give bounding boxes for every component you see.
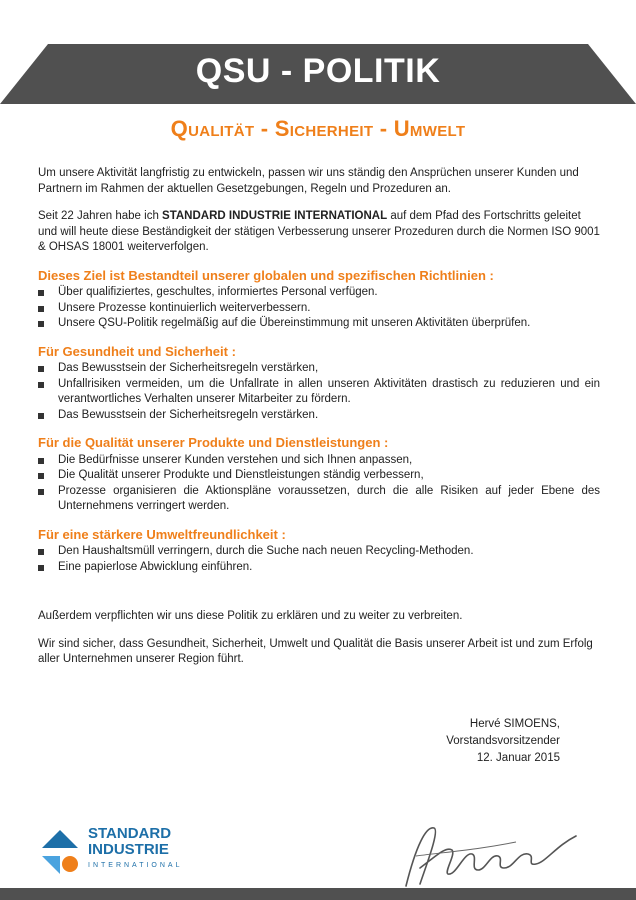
list-item <box>38 484 600 515</box>
logo-mark-icon <box>38 828 82 876</box>
list-item <box>38 285 600 301</box>
handwritten-signature-icon <box>386 806 586 896</box>
list-item-text: Das Bewusstsein der Sicherheitsregeln verstärken. <box>58 408 319 421</box>
square-bullet-icon <box>38 565 44 571</box>
list-item-text: Den Haushaltsmüll verringern, durch die Suche nach neuen Recycling-Methoden. <box>58 545 474 557</box>
company-logo <box>38 826 208 876</box>
footer-bar <box>0 888 636 900</box>
section-list-health-safety <box>38 361 600 423</box>
intro-p2-after: auf dem Pfad des Fortschritts geleitet und will heute diese Beständigkeit der stätigen Verbesserung unserer Prozeduren durch die Normen ISO 9001 & OHSAS 18001 weiterverfolgen. <box>38 210 600 253</box>
square-bullet-icon <box>38 473 44 479</box>
logo-line-1: STANDARD <box>88 825 172 842</box>
signature-date: 12. Januar 2015 <box>476 752 560 764</box>
square-bullet-icon <box>38 366 44 372</box>
section-title-health-safety: Für Gesundheit und Sicherheit : <box>38 343 236 359</box>
list-item <box>38 468 600 484</box>
intro-p2-before: Seit 22 Jahren habe ich <box>38 210 163 222</box>
company-name: STANDARD INDUSTRIE INTERNATIONAL <box>162 210 388 222</box>
spacer <box>38 587 600 609</box>
section-list-environment <box>38 544 600 575</box>
signer-role: Vorstandsvorsitzender <box>446 735 560 747</box>
logo-wordmark <box>88 826 171 858</box>
square-bullet-icon <box>38 306 44 312</box>
square-bullet-icon <box>38 458 44 464</box>
list-item-text: Das Bewusstsein der Sicherheitsregeln verstärken, <box>58 362 319 374</box>
list-item <box>38 377 600 408</box>
list-item-text: Unsere QSU-Politik regelmäßig auf die Übereinstimmung mit unseren Aktivitäten überprüfen. <box>58 317 531 329</box>
closing-paragraph-1: Außerdem verpflichten wir uns diese Politik zu erklären und zu weiter zu verbreiten. <box>38 610 463 622</box>
section-title-quality: Für die Qualität unserer Produkte und Dienstleistungen : <box>38 435 389 450</box>
square-bullet-icon <box>38 290 44 296</box>
section-title-guidelines: Dieses Ziel ist Bestandteil unserer globalen und spezifischen Richtlinien : <box>38 267 494 283</box>
list-item-text: Unsere Prozesse kontinuierlich weiterverbessern. <box>58 301 311 314</box>
page-title: QSU - POLITIK <box>195 52 441 90</box>
signer-name: Hervé SIMOENS, <box>469 718 560 730</box>
closing-paragraph-2: Wir sind sicher, dass Gesundheit, Sicherheit, Umwelt und Qualität die Basis unserer Arbeit ist und zum Erfolg aller Unternehmen unserer Region führt. <box>38 637 593 665</box>
list-item-text: Die Bedürfnisse unserer Kunden verstehen und sich Ihnen anpassen, <box>58 453 413 466</box>
list-item-text: Prozesse organisieren die Aktionspläne voraussetzen, durch die alle Risiken auf jeder Ebene des Unternehmens verringert werden. <box>58 484 600 512</box>
list-item <box>38 560 600 576</box>
list-item <box>38 361 600 377</box>
list-item <box>38 544 600 560</box>
section-list-quality <box>38 453 600 515</box>
signature-block <box>446 716 560 767</box>
section-title-environment: Für eine stärkere Umweltfreundlichkeit : <box>38 526 286 542</box>
list-item-text: Die Qualität unserer Produkte und Dienstleistungen ständig verbessern, <box>58 469 424 481</box>
square-bullet-icon <box>38 382 44 388</box>
list-item-text: Unfallrisiken vermeiden, um die Unfallrate in allen unseren Aktivitäten drastisch zu reduzieren und ein verantwortliches Verhalten unserer Mitarbeiter zu fördern. <box>58 377 600 405</box>
list-item <box>38 453 600 469</box>
list-item <box>38 316 600 332</box>
section-list-guidelines <box>38 285 600 332</box>
header-banner <box>0 44 636 104</box>
square-bullet-icon <box>38 413 44 419</box>
logo-line-2: INDUSTRIE <box>88 841 169 858</box>
square-bullet-icon <box>38 321 44 327</box>
list-item-text: Über qualifiziertes, geschultes, informiertes Personal verfügen. <box>58 286 378 298</box>
logo-line-3: INTERNATIONAL <box>88 862 183 869</box>
square-bullet-icon <box>38 489 44 495</box>
list-item-text: Eine papierlose Abwicklung einführen. <box>58 560 253 573</box>
square-bullet-icon <box>38 549 44 555</box>
page-subtitle: Qualität - Sicherheit - Umwelt <box>170 116 466 141</box>
list-item <box>38 408 600 424</box>
list-item <box>38 301 600 317</box>
document-body <box>38 166 600 680</box>
intro-paragraph-2 <box>38 209 600 256</box>
intro-paragraph-1: Um unsere Aktivität langfristig zu entwickeln, passen wir uns ständig den Ansprüchen unserer Kunden und Partnern im Rahmen der aktuellen Gesetzgebungen, Regeln und Prozeduren an. <box>38 167 579 195</box>
